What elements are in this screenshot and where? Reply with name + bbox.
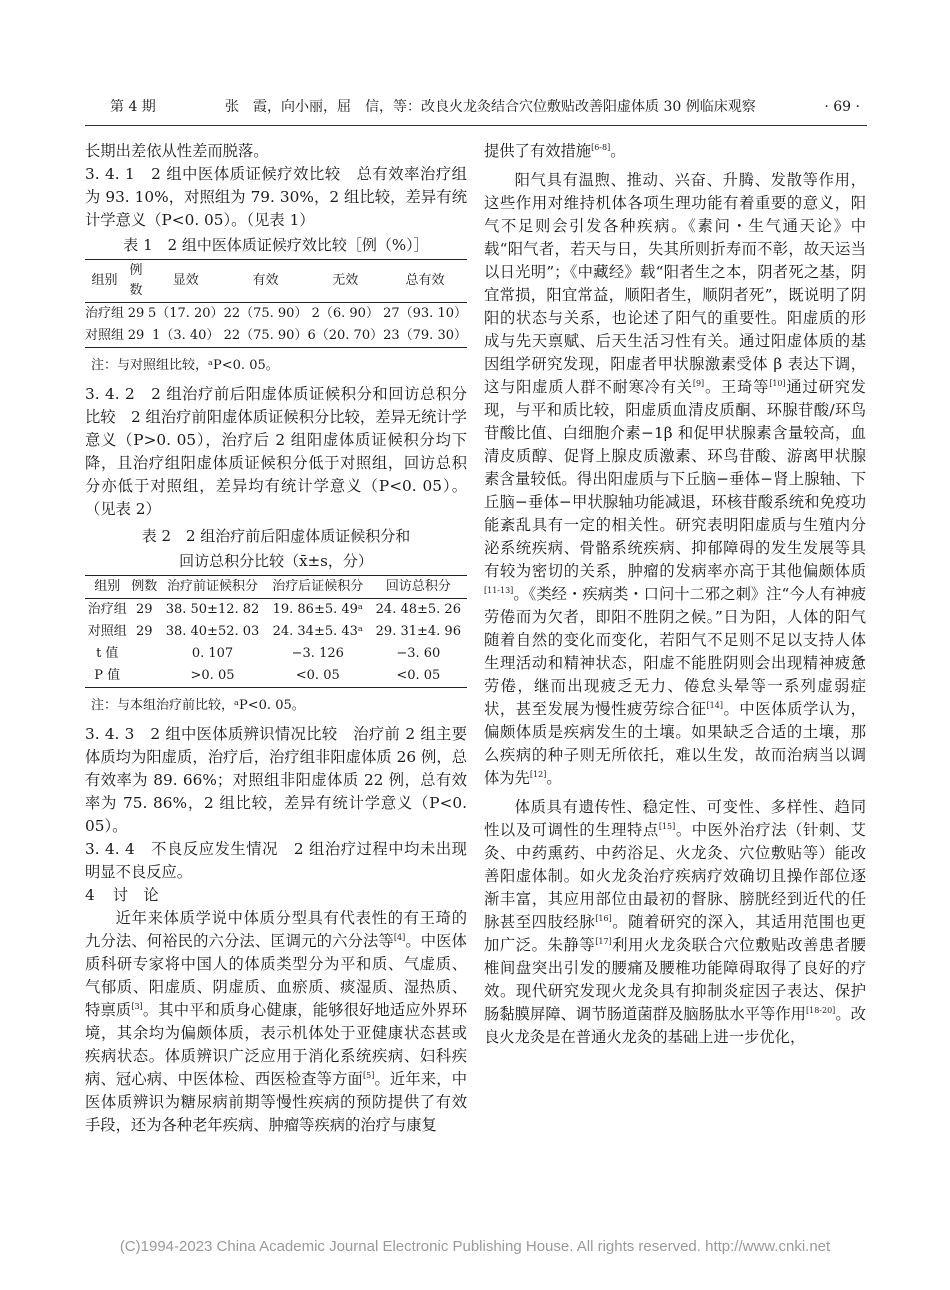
text-run: 通过研究发现，与平和质比较，阳虚质血清皮质酮、环腺苷酸/环鸟苷酸比值、白细胞介素−1β 和促甲状腺素含量较高，血清皮质醇、促肾上腺皮质激素、环鸟苷酸、游离甲状腺素含量较低。得出阳虚质与下丘脑−垂体−肾上腺轴、下丘脑−垂体−甲状腺轴功能减退，环核苷酸系统和免疫功能紊乱具有一定的相关性。研究表明阳虚质与生殖内分泌系统疾病、骨骼系统疾病、抑郁障碍的发生发展等具有较为密切的关系，肿瘤的发病率亦高于其他偏颇体质	[484, 378, 866, 580]
table-cell: <0. 05	[396, 668, 441, 683]
table-cell: 29	[136, 602, 153, 617]
table-cell: 5（17. 20）	[147, 306, 224, 321]
table-1-note: 注：与对照组比较，ᵃP<0. 05。	[91, 358, 279, 373]
citation: [6-8]	[591, 143, 611, 152]
citation: [18-20]	[806, 1006, 836, 1015]
subsection-heading: 3. 4. 2 2 组治疗前后阳虚体质证候积分和回访总积分比较	[85, 385, 467, 426]
table-row	[85, 599, 467, 622]
text-run: 利用火龙灸联合穴位敷贴改善患者腰椎间盘突出引发的腰痛及腰椎功能障碍取得了良好的疗效。现代研究发现火龙灸具有抑制炎症因子表达、保护肠黏膜屏障、调节肠道菌群及脑肠肽水平等作用	[484, 936, 866, 1023]
citation: [14]	[706, 701, 723, 710]
table-cell: 对照组	[87, 624, 127, 639]
page-number: · 69 ·	[824, 99, 860, 115]
table-cell: <0. 05	[295, 668, 340, 683]
section-title: 讨 论	[112, 886, 159, 904]
citation: [10]	[769, 379, 786, 388]
table-header-row	[85, 260, 467, 303]
citation: [9]	[692, 379, 705, 388]
running-title: 张 霞，向小丽，屈 信，等：改良火龙灸结合穴位敷贴改善阳虚体质 30 例临床观察	[225, 99, 756, 115]
table-cell: 29	[136, 624, 153, 639]
subsection-body: 2 组治疗过程中均未出现明显不良反应。	[85, 840, 467, 881]
citation: [4]	[393, 933, 406, 942]
column-header: 例数	[129, 576, 159, 599]
right-column	[484, 140, 866, 1049]
table-cell	[129, 665, 159, 688]
column-header: 无效	[307, 260, 383, 303]
citation: [16]	[595, 914, 612, 923]
subsection-heading: 3. 4. 4 不良反应发生情况	[85, 840, 278, 858]
table-cell: 27（93. 10）	[383, 306, 467, 321]
column-header: 治疗前证候积分	[159, 576, 266, 599]
table-cell: 29	[127, 306, 145, 321]
table-cell: 1（3. 40）	[152, 328, 220, 343]
citation: [15]	[658, 822, 676, 831]
copyright-footer: (C)1994-2023 China Academic Journal Electronic Publishing House. All rights reserved. http://www.cnki.net	[119, 1238, 831, 1255]
citation: [12]	[529, 770, 547, 779]
text-run: 阳气具有温煦、推动、兴奋、升腾、发散等作用，这些作用对维持机体各项生理功能有着重要的意义，阳气不足则会引发各种疾病。《素问・生气通天论》中载“阳气者，若天与日，失其所则折寿而不彰，故天运当以日光明”；《中藏经》载“阳者生之本，阴者死之基，阴宜常损，阳宜常益，顺阳者生，顺阴者死”，既说明了阴阳的状态与关系，也论述了阳气的重要性。阳虚质的形成与先天禀赋、后天生活习性有关。通过阳虚体质的基因组学研究发现，阳虚者甲状腺激素受体 β 表达下调，这与阳虚质人群不耐寒冷有关	[484, 171, 866, 396]
table-cell: 6（20. 70）	[307, 328, 384, 343]
column-header: 治疗后证候积分	[266, 576, 370, 599]
table-cell: −3. 60	[396, 646, 441, 661]
column-header: 组别	[85, 576, 129, 599]
section-number: 4	[85, 886, 95, 904]
table-2-caption-line-2: 回访总积分比较（x̄±s，分）	[179, 552, 373, 570]
table-cell: >0. 05	[190, 668, 235, 683]
citation: [17]	[595, 937, 612, 946]
column-header: 总有效	[383, 260, 467, 303]
table-cell: P 值	[94, 668, 121, 683]
text-run: 体质具有遗传性、稳定性、可变性、多样性、趋同性以及可调性的生理特点	[484, 798, 866, 839]
issue-number: 第 4 期	[110, 99, 156, 115]
text-run: 。改良火龙灸是在普通火龙灸的基础上进一步优化，	[484, 1005, 866, 1046]
text-run: 。	[546, 769, 562, 787]
table-cell: t 值	[96, 646, 119, 661]
subsection-body: 2 组治疗前阳虚体质证候积分比较，差异无统计学意义（P>0. 05），治疗后 2 组阳虚体质证候积分均下降，且治疗组阳虚体质证候积分低于对照组，回访总积分亦低于对照组，差异均有统计学意义（P<0. 05）。（见表 2）	[85, 408, 467, 518]
section-3-4-3	[85, 723, 467, 838]
left-column	[85, 140, 467, 1137]
table-2-note: 注：与本组治疗前比较，ᵃP<0. 05。	[91, 698, 305, 713]
table-cell: 29	[127, 328, 145, 343]
table-row	[85, 643, 467, 665]
table-row	[85, 325, 467, 348]
text-run: 。其中平和质身心健康，能够很好地适应外界环境，其余均为偏颇体质，表示机体处于亚健康状态甚或疾病状态。体质辨识广泛应用于消化系统疾病、妇科疾病、冠心病、中医体检、西医检查等方面	[85, 1001, 467, 1088]
table-cell: 24. 48±5. 26	[375, 602, 461, 617]
text-run: 。《类经・疾病类・口问十二邪之刺》注“今人有神疲劳倦而为欠者，即阳不胜阴之候。”日为阳，人体的阳气随着自然的变化而变化，若阳气不足则不足以支持人体生理活动和精神状态，阳虚不能胜阴则会出现精神疲惫劳倦，继而出现疲乏无力、倦怠头晕等一系列虚弱症状，甚至发展为慢性疲劳综合征	[484, 585, 866, 718]
subsection-heading: 3. 4. 3 2 组中医体质辨识情况比较	[85, 725, 338, 743]
table-row	[85, 665, 467, 688]
table-1	[85, 259, 467, 348]
section-3-4-1	[85, 163, 467, 232]
table-1-caption: 表 1 2 组中医体质证候疗效比较［例（%）］	[123, 236, 429, 254]
citation: [11-13]	[484, 586, 514, 595]
table-cell: 29. 31±4. 96	[375, 624, 461, 639]
table-cell: 23（79. 30）	[383, 328, 467, 343]
text-run: 提供了有效措施	[484, 142, 592, 160]
text-run: 。中医体质学认为，偏颇体质是疾病发生的土壤。如果缺乏合适的土壤，那么疾病的种子则无所依托，难以生发，故而治病当以调体为先	[484, 700, 866, 787]
column-header: 显效	[148, 260, 224, 303]
column-header: 例数	[124, 260, 148, 303]
table-row	[85, 303, 467, 326]
table-cell: 治疗组	[87, 602, 127, 617]
citation: [5]	[362, 1071, 375, 1080]
subsection-body: 治疗前 2 组主要体质均为阳虚质，治疗后，治疗组非阳虚体质 26 例，总有效率为 89. 66%；对照组非阳虚体质 22 例，总有效率为 75. 86%，2 组比较，差异有统计学意义（P<0. 05）。	[85, 725, 467, 835]
column-header: 组别	[85, 260, 124, 303]
section-3-4-2	[85, 383, 467, 521]
paragraph: 长期出差依从性差而脱落。	[85, 142, 269, 160]
subsection-heading: 3. 4. 1 2 组中医体质证候疗效比较	[85, 165, 341, 183]
header-rule	[85, 125, 867, 126]
text-run: 。中医外治疗法（针刺、艾灸、中药熏药、中药浴足、火龙灸、穴位敷贴等）能改善阳虚体制。如火龙灸治疗疾病疗效确切且操作部位逐渐丰富，其应用部位由最初的督脉、膀胱经到近代的任脉甚至四肢经脉	[484, 821, 866, 931]
text-run: 。随着研究的深入，其适用范围也更加广泛。朱静等	[484, 913, 866, 954]
text-run: 。中医体质科研专家将中国人的体质类型分为平和质、气虚质、气郁质、阳虚质、阴虚质、血瘀质、痰湿质、湿热质、特禀质	[85, 932, 467, 1019]
paragraph-continuation	[484, 140, 866, 163]
table-cell: 对照组	[85, 328, 125, 343]
discussion-paragraph-2	[484, 169, 866, 790]
column-header: 有效	[224, 260, 308, 303]
table-row	[85, 621, 467, 643]
table-cell: 22（75. 90）	[223, 306, 308, 321]
table-2	[85, 575, 467, 688]
discussion-paragraph-3	[484, 796, 866, 1049]
table-cell: 2（6. 90）	[311, 306, 379, 321]
section-3-4-4	[85, 838, 467, 884]
section-4-heading	[85, 884, 467, 907]
table-cell: 38. 40±52. 03	[165, 624, 260, 639]
table-cell: 治疗组	[85, 306, 125, 321]
text-run: 近年来体质学说中体质分型具有代表性的有王琦的九分法、何裕民的六分法、匡调元的六分法等	[85, 909, 467, 950]
table-cell: 38. 50±12. 82	[165, 602, 260, 617]
text-run: 。	[610, 142, 626, 160]
table-2-caption-line-1: 表 2 2 组治疗前后阳虚体质证候积分和	[141, 527, 411, 545]
column-header: 回访总积分	[370, 576, 467, 599]
table-cell: 24. 34±5. 43ᵃ	[272, 624, 363, 639]
table-cell: −3. 126	[291, 646, 344, 661]
table-cell: 19. 86±5. 49ᵃ	[272, 602, 363, 617]
table-header-row	[85, 576, 467, 599]
table-cell	[129, 643, 159, 665]
text-run: 。王琦等	[704, 378, 770, 396]
subsection-body: 总有效率治疗组为 93. 10%，对照组为 79. 30%，2 组比较，差异有统计学意义（P<0. 05）。（见表 1）	[85, 165, 467, 229]
table-cell: 22（75. 90）	[223, 328, 308, 343]
citation: [3]	[131, 1002, 143, 1011]
table-cell: 0. 107	[191, 646, 234, 661]
running-header	[110, 96, 860, 116]
text-run: 。近年来，中医体质辨识为糖尿病前期等慢性疾病的预防提供了有效手段，还为各种老年疾病、肿瘤等疾病的治疗与康复	[85, 1070, 467, 1134]
discussion-paragraph-1	[85, 907, 467, 1137]
